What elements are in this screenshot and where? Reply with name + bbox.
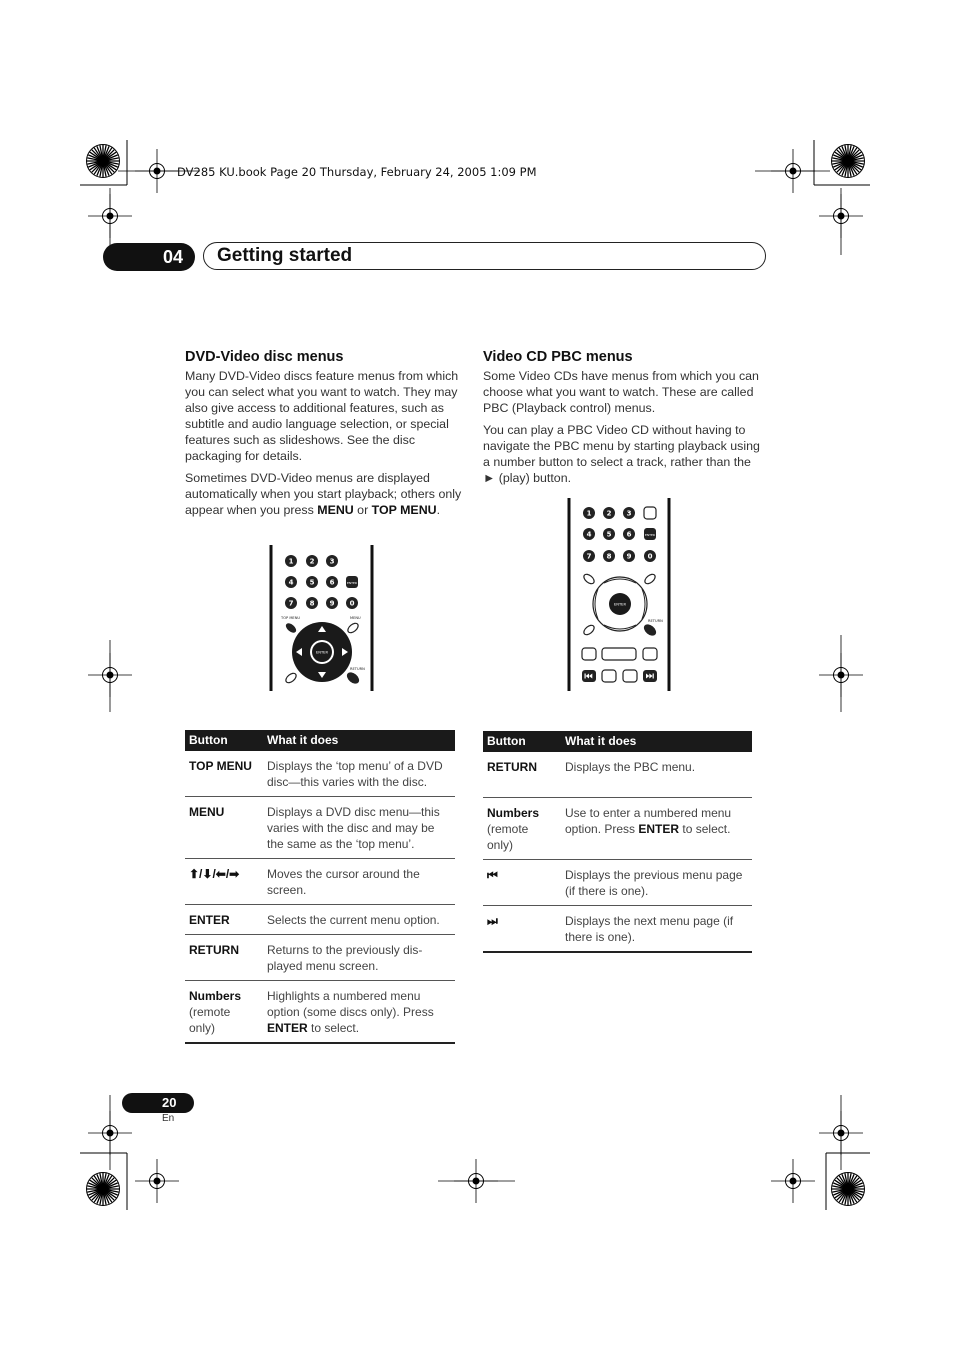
return-label: RETURN bbox=[350, 667, 365, 671]
key-label: 8 bbox=[309, 599, 315, 608]
right-column bbox=[483, 349, 761, 492]
paragraph: Many DVD-Video discs feature menus from which you can select what you want to watch. They may also give access to additional features, such as subtitle and audio language selection, or special features such as slideshows. See the disc packaging for details. bbox=[185, 369, 459, 463]
page-number: 20 bbox=[162, 1095, 177, 1110]
arrow-buttons-name: ⬆/⬇/⬅/➡ bbox=[185, 859, 263, 905]
button-description: Displays the ‘top menu’ of a DVD disc—this varies with the disc. bbox=[263, 751, 455, 797]
return-label: RETURN bbox=[648, 619, 663, 623]
button-name: ENTER bbox=[185, 905, 263, 935]
chapter-title: Getting started bbox=[217, 245, 353, 266]
button-description: Selects the current menu option. bbox=[263, 905, 455, 935]
key-label: 4 bbox=[586, 530, 592, 539]
button-name bbox=[185, 981, 263, 1044]
table-header-row bbox=[483, 731, 752, 752]
key-label: 9 bbox=[329, 599, 335, 608]
table-header-row bbox=[185, 730, 455, 751]
enter-key-label: ENTER bbox=[645, 533, 655, 537]
column-header: What it does bbox=[561, 731, 752, 752]
paragraph: Some Video CDs have menus from which you can choose what you want to watch. These are called PBC (Playback control) menus. bbox=[483, 369, 759, 415]
button-description bbox=[561, 798, 752, 860]
column-header: Button bbox=[185, 730, 263, 751]
menu-label: MENU bbox=[350, 616, 361, 620]
key-label: 2 bbox=[606, 509, 612, 518]
text-run: to select. bbox=[679, 822, 731, 836]
section-heading-dvd: DVD-Video disc menus bbox=[185, 349, 344, 365]
key-label: 3 bbox=[329, 557, 335, 566]
button-name-text: Numbers bbox=[487, 806, 540, 820]
key-label: 7 bbox=[288, 599, 294, 608]
key-label: 5 bbox=[309, 578, 315, 587]
button-description: Displays the previous menu page (if there is one). bbox=[561, 860, 752, 906]
paragraph: You can play a PBC Video CD without having to navigate the PBC menu by starting playback using a number button to select a track, rather than the ► (play) button. bbox=[483, 423, 760, 485]
button-description bbox=[263, 981, 455, 1044]
key-label: 3 bbox=[626, 509, 632, 518]
text-run: Highlights a numbered menu option (some discs only). Press bbox=[267, 989, 434, 1019]
dvd-menu-buttons-table bbox=[185, 730, 455, 1044]
text-run-bold: TOP MENU bbox=[371, 503, 437, 517]
button-name-note: (remote only) bbox=[487, 822, 529, 852]
table-row bbox=[185, 797, 455, 859]
text-run-bold: MENU bbox=[317, 503, 354, 517]
paragraph bbox=[185, 470, 463, 518]
key-label: 9 bbox=[626, 552, 632, 561]
remote-illustration-vcd bbox=[564, 495, 674, 695]
button-description: Displays a DVD disc menu—this varies with the disc and may be the same as the ‘top menu’. bbox=[263, 797, 455, 859]
previous-icon: ⏮ bbox=[483, 860, 561, 906]
left-column bbox=[185, 349, 463, 524]
text-run: or bbox=[353, 503, 372, 517]
button-description: Displays the PBC menu. bbox=[561, 752, 752, 798]
table-row bbox=[483, 906, 752, 953]
enter-label: ENTER bbox=[614, 602, 626, 607]
top-menu-label: TOP MENU bbox=[281, 616, 301, 620]
button-name bbox=[483, 798, 561, 860]
table-row bbox=[185, 981, 455, 1044]
button-description: Displays the next menu page (if there is one). bbox=[561, 906, 752, 953]
key-label: 8 bbox=[606, 552, 612, 561]
button-name-text: Numbers bbox=[189, 989, 242, 1003]
text-run: Sometimes DVD-Video menus are displayed automatically when you start playback; others only appear when you press bbox=[185, 471, 462, 517]
button-description: Moves the cursor around the screen. bbox=[263, 859, 455, 905]
text-run: . bbox=[436, 503, 441, 517]
button-description: Returns to the previously dis-played menu screen. bbox=[263, 935, 455, 981]
enter-key-label: ENTER bbox=[347, 581, 357, 585]
button-name: RETURN bbox=[185, 935, 263, 981]
text-run: Use to enter a numbered menu option. Press bbox=[565, 806, 732, 836]
text-run-bold: ENTER bbox=[638, 822, 680, 836]
table-row bbox=[185, 905, 455, 935]
key-label: 7 bbox=[586, 552, 592, 561]
vcd-pbc-buttons-table bbox=[483, 731, 752, 953]
table-row bbox=[483, 752, 752, 798]
enter-label: ENTER bbox=[316, 650, 328, 655]
next-icon: ⏭ bbox=[483, 906, 561, 953]
table-row bbox=[185, 859, 455, 905]
key-label: 1 bbox=[288, 557, 294, 566]
key-label: 0 bbox=[647, 552, 653, 561]
key-label: 4 bbox=[288, 578, 294, 587]
key-label: 2 bbox=[309, 557, 315, 566]
remote-illustration-dvd bbox=[266, 542, 378, 694]
button-name: MENU bbox=[185, 797, 263, 859]
print-line: DV285 KU.book Page 20 Thursday, February 24, 2005 1:09 PM bbox=[177, 165, 537, 179]
key-label: 6 bbox=[626, 530, 632, 539]
table-row bbox=[185, 935, 455, 981]
key-label: 0 bbox=[349, 599, 355, 608]
column-header: What it does bbox=[263, 730, 455, 751]
button-name-note: (remote only) bbox=[189, 1005, 231, 1035]
text-run-bold: ENTER bbox=[267, 1021, 308, 1035]
key-label: 1 bbox=[586, 509, 592, 518]
page-language: En bbox=[162, 1113, 175, 1124]
key-label: 6 bbox=[329, 578, 335, 587]
table-row bbox=[185, 751, 455, 797]
column-header: Button bbox=[483, 731, 561, 752]
key-label: 5 bbox=[606, 530, 612, 539]
chapter-number: 04 bbox=[163, 247, 184, 267]
button-name: TOP MENU bbox=[185, 751, 263, 797]
table-row bbox=[483, 798, 752, 860]
button-name: RETURN bbox=[483, 752, 561, 798]
section-heading-vcd: Video CD PBC menus bbox=[483, 349, 633, 365]
table-row bbox=[483, 860, 752, 906]
text-run: to select. bbox=[307, 1021, 360, 1035]
